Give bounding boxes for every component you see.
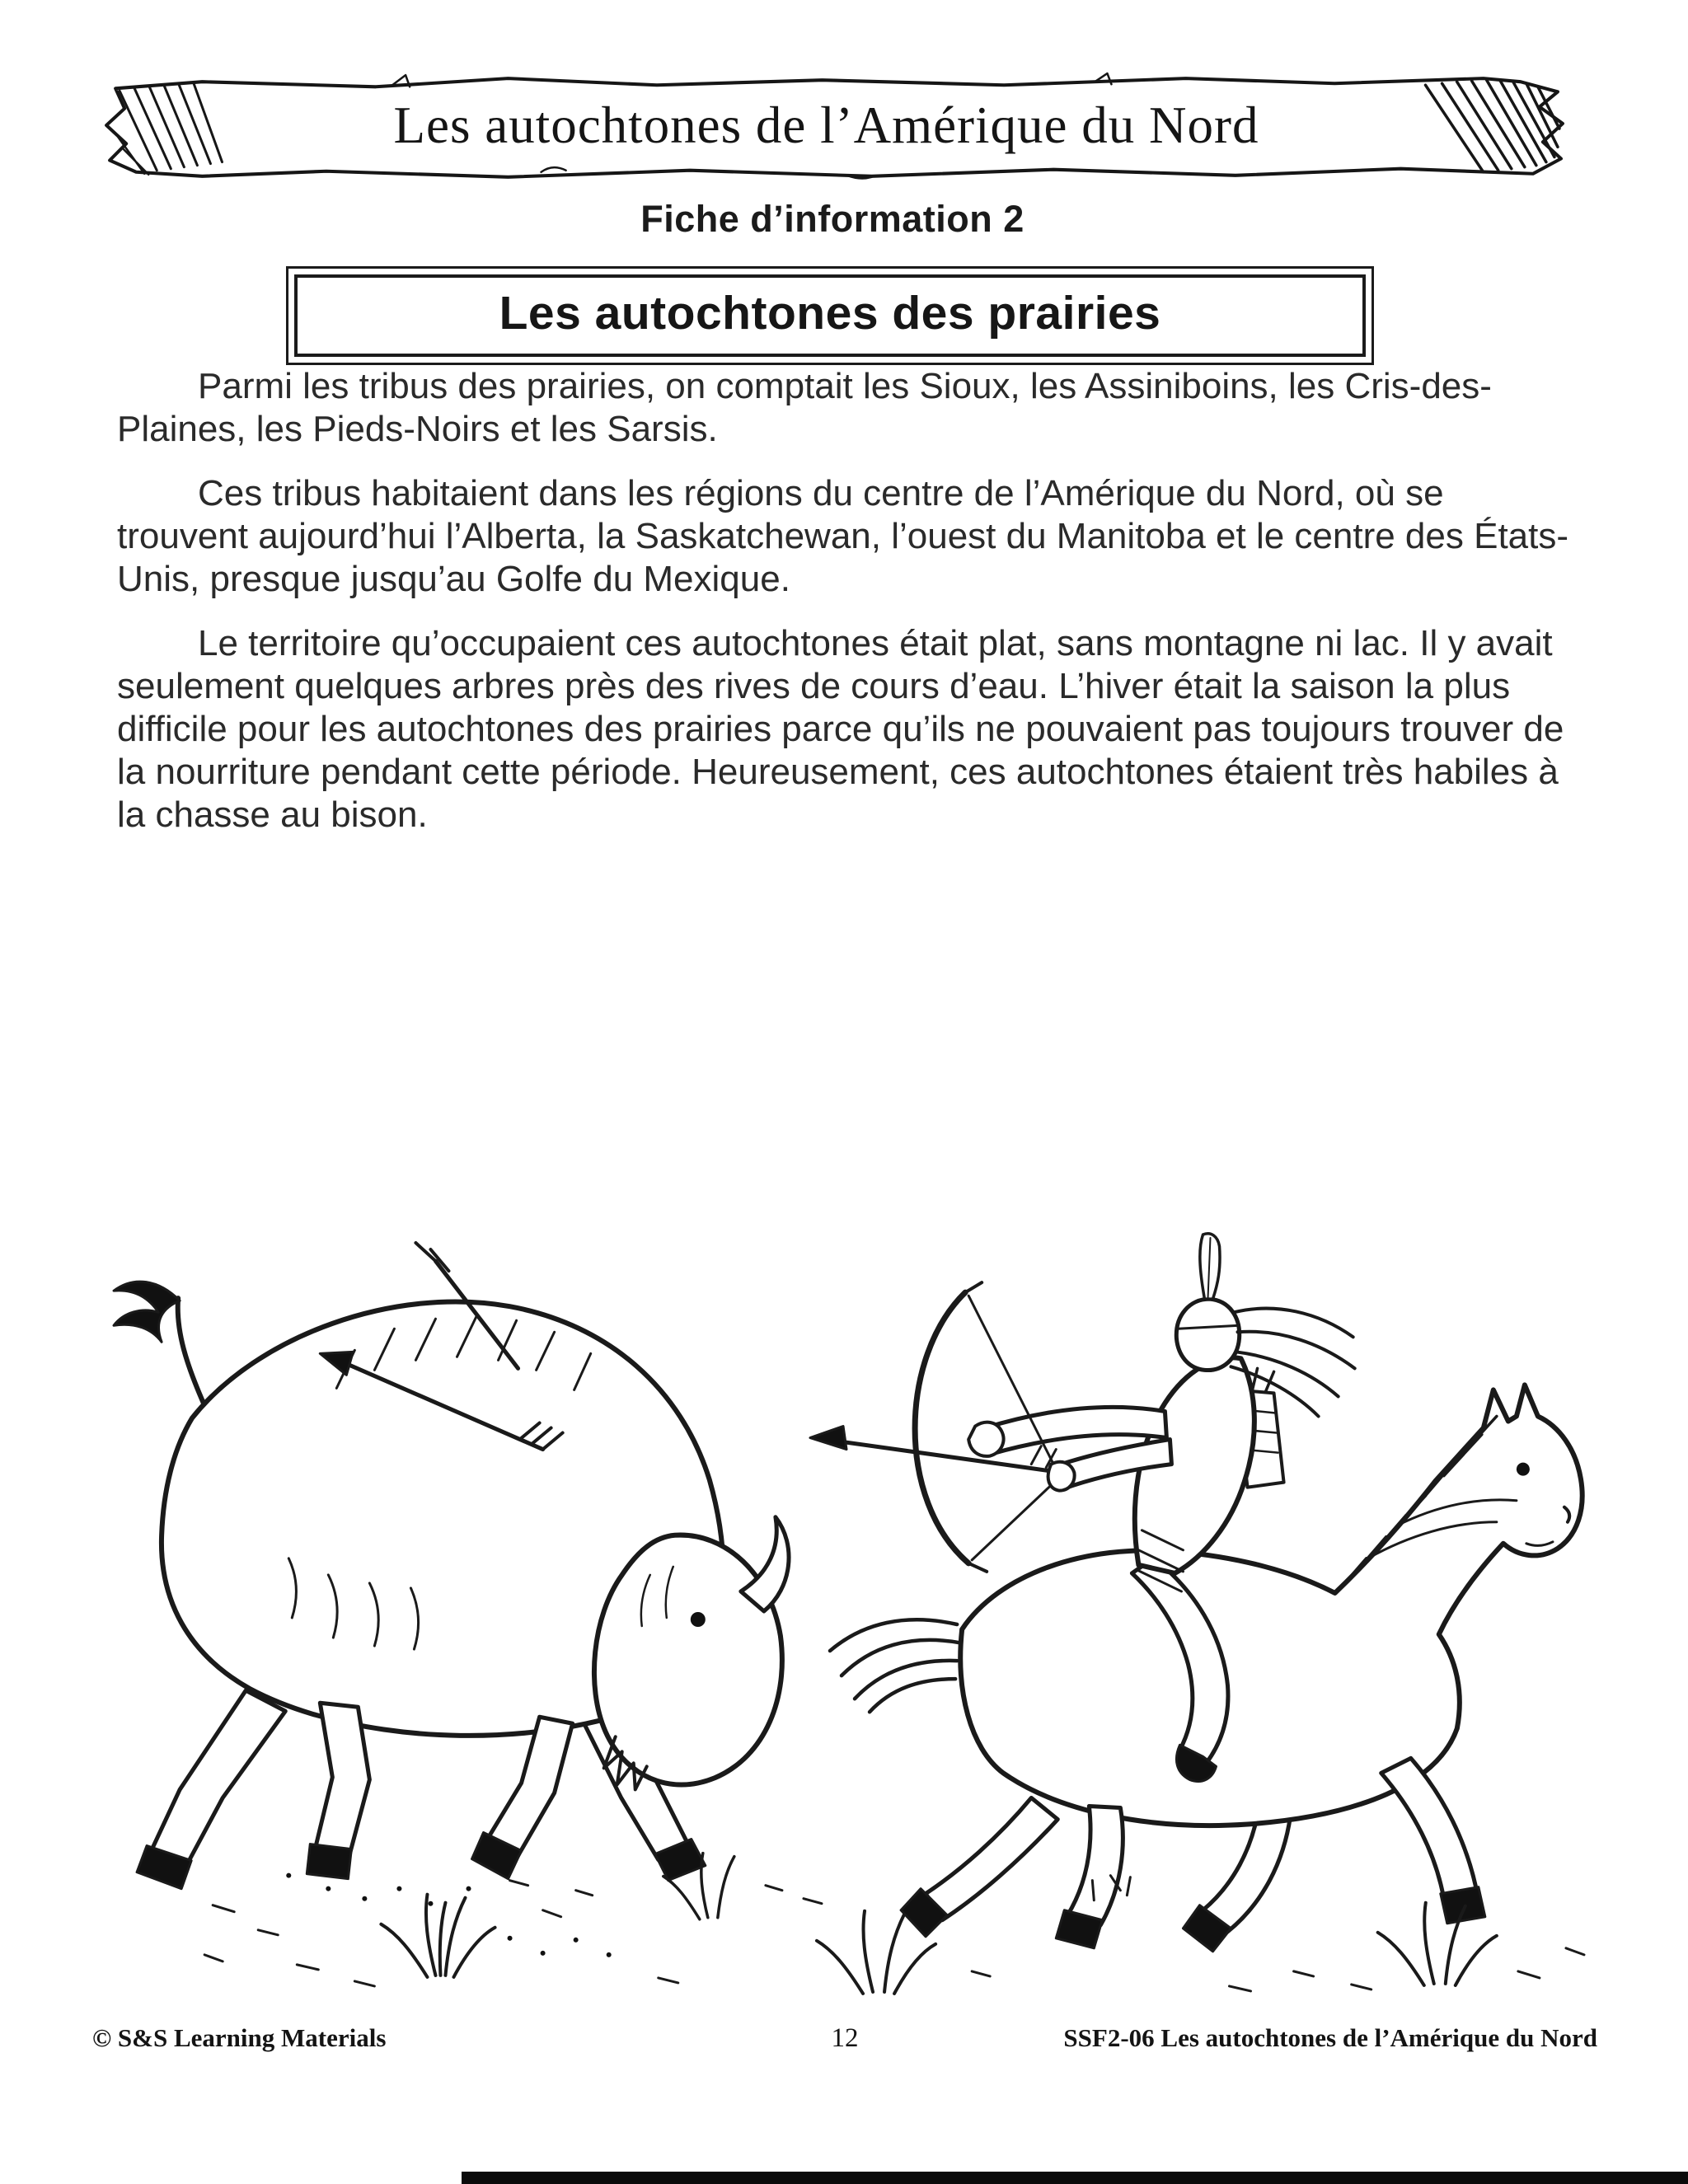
subtitle: Fiche d’information 2 [640, 198, 1025, 240]
bison-hunt-illustration [81, 1228, 1607, 2013]
bison-hunt-drawing [81, 1228, 1607, 2013]
footer-code: SSF2-06 Les autochtones de l’Amérique du Nord [1063, 2023, 1597, 2052]
page-number: 12 [831, 2023, 859, 2053]
banner-title: Les autochtones de l’Amérique du Nord [393, 96, 1259, 154]
paragraph: Ces tribus habitaient dans les régions du centre de l’Amérique du Nord, où se trouvent aujourd’hui l’Alberta, la Saskatchewan, l’ouest du Manitoba et le centre des États-Unis, presque jusqu’au Golfe du Mexique. [117, 473, 1569, 599]
page-footer [92, 2023, 1597, 2054]
scan-artifact-bar [462, 2172, 1688, 2184]
paragraph: Le territoire qu’occupaient ces autochtones était plat, sans montagne ni lac. Il y avait seulement quelques arbres près des rives de cours d’eau. L’hiver était la saison la plus difficile pour les autochtones des prairies parce qu’ils ne pouvaient pas toujours trouver de la nourriture pendant cette période. Heureusement, ces autochtones étaient très habiles à la chasse au bison. [117, 623, 1564, 835]
paragraph: Parmi les tribus des prairies, on comptait les Sioux, les Assiniboins, les Cris-des-Plaines, les Pieds-Noirs et les Sarsis. [117, 366, 1492, 449]
body-text [117, 365, 1573, 858]
section-title-box [286, 266, 1374, 365]
title-banner [78, 70, 1574, 187]
copyright-text: © S&S Learning Materials [92, 2023, 387, 2052]
section-title: Les autochtones des prairies [499, 287, 1161, 340]
